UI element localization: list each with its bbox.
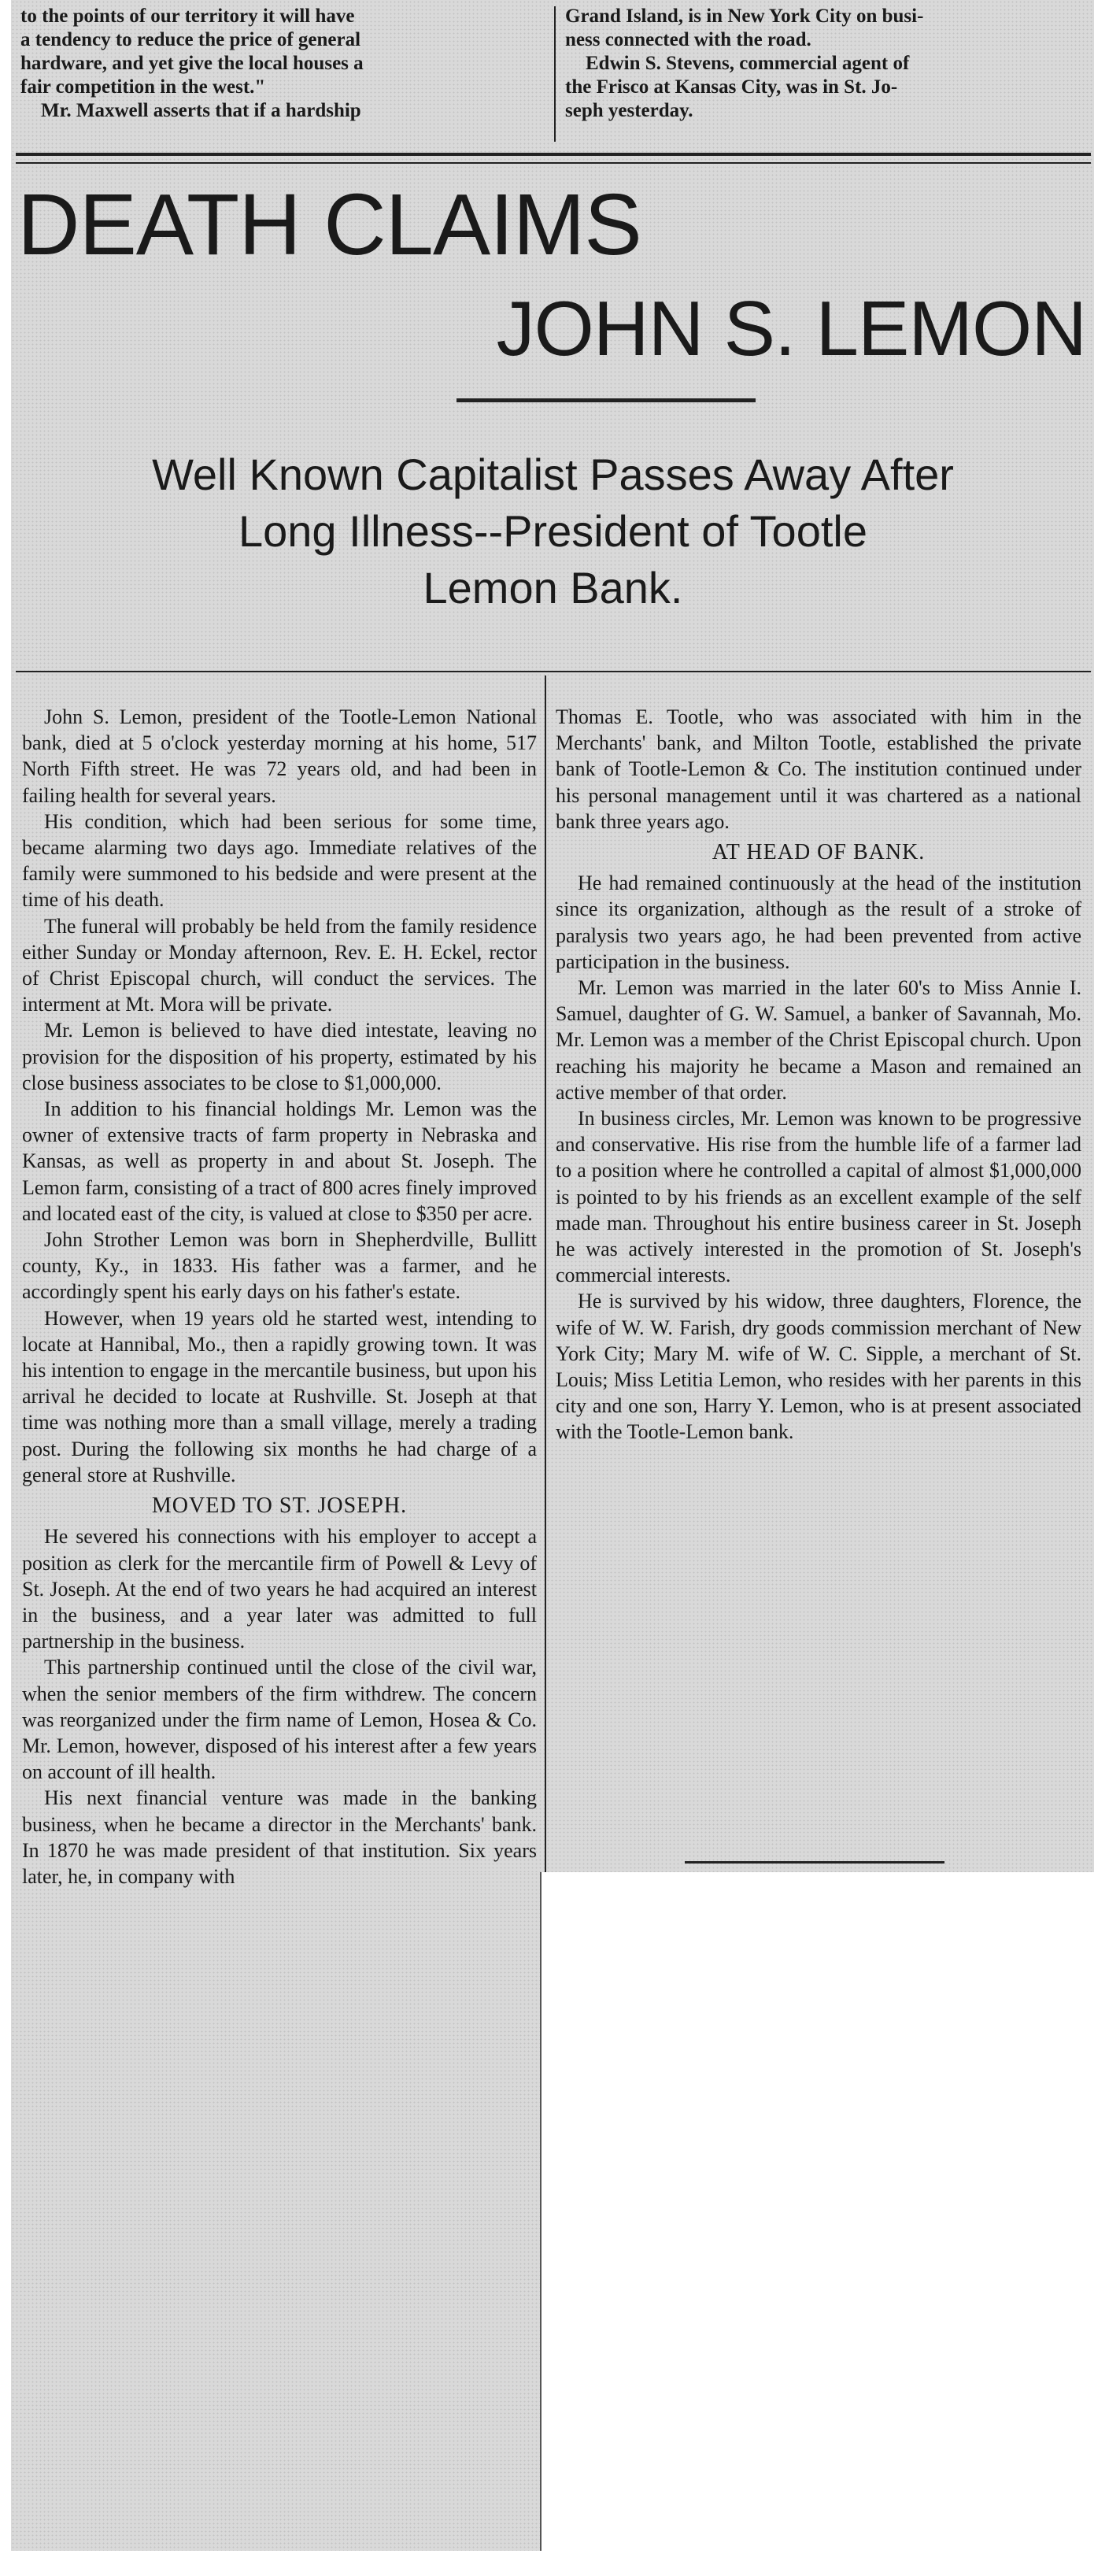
paragraph: John S. Lemon, president of the Tootle-Lemon National bank, died at 5 o'clock yesterday morning at his home, 517 North Fifth street. He was 72 years old, and had been in failing health for several years. [22,705,537,807]
paragraph: He had remained continuously at the head of the institution since its organization, although as the result of a stroke of paralysis two years ago, he had been prevented from active participation in the business. [556,872,1081,973]
fragment-line: seph yesterday. [565,100,693,121]
fragment-line: Mr. Maxwell asserts that if a hardship [41,100,361,121]
fragment-line: ness connected with the road. [565,29,811,50]
double-rule-bottom [16,162,1091,164]
right-column [556,704,1081,1445]
column-rule-body [545,675,546,1872]
left-column [22,704,537,1889]
end-rule [685,1861,944,1864]
deck-rule [16,671,1091,672]
deck-line-1: Well Known Capitalist Passes Away After [152,450,954,499]
paragraph: The funeral will probably be held from the family residence either Sunday or Monday afternoon, Rev. E. H. Eckel, rector of Christ Episcopal church, will conduct the services. The interment at Mt. Mora will be private. [22,914,537,1016]
deck-line-2: Long Illness--President of Tootle [238,506,867,556]
paragraph: He severed his connections with his employer to accept a position as clerk for the mercantile firm of Powell & Levy of St. Joseph. At the end of two years he had acquired an interest in the business, and a year later was admitted to full partnership in the business. [22,1525,537,1653]
paragraph: This partnership continued until the close of the civil war, when the senior members of the firm withdrew. The concern was reorganized under the firm name of Lemon, Hosea & Co. Mr. Lemon, however, disposed of his interest after a few years on account of ill health. [22,1656,537,1784]
fragment-line: fair competition in the west." [20,76,266,98]
paragraph: Thomas E. Tootle, who was associated with him in the Merchants' bank, and Milton Tootle, established the private bank of Tootle-Lemon & Co. The institution continued under his personal management until it was chartered as a national bank three years ago. [556,705,1081,833]
paragraph: However, when 19 years old he started west, intending to locate at Hannibal, Mo., then a rapidly growing town. It was his intention to engage in the mercantile business, but upon his arrival he decided to locate at Rushville. St. Joseph at that time was nothing more than a small village, merely a trading post. During the following six months he had charge of a general store at Rushville. [22,1306,537,1486]
headline-line-1: DEATH CLAIMS [17,176,641,273]
fragment-line: Grand Island, is in New York City on busi- [565,6,924,27]
paragraph: John Strother Lemon was born in Shepherdville, Bullitt county, Ky., in 1833. His father was a farmer, and he accordingly spent his early days on his father's estate. [22,1228,537,1304]
subhead: AT HEAD OF BANK. [712,840,926,865]
fragment-right [565,5,1086,123]
fragment-line: a tendency to reduce the price of general [20,29,361,50]
paragraph: He is survived by his widow, three daughters, Florence, the wife of W. W. Farish, dry goods commission merchant of New York City; Mary M. wife of W. C. Sipple, a merchant of St. Louis; Miss Letitia Lemon, who resides with her parents in this city and one son, Harry Y. Lemon, who is at present associated with the Tootle-Lemon bank. [556,1290,1081,1444]
paragraph: Mr. Lemon is believed to have died intestate, leaving no provision for the disposition of his property, estimated by his close business associates to be close to $1,000,000. [22,1019,537,1094]
double-rule-top [16,153,1091,156]
paragraph: In addition to his financial holdings Mr. Lemon was the owner of extensive tracts of farm property in Nebraska and Kansas, as well as property in and about St. Joseph. The Lemon farm, consisting of a tract of 800 acres finely improved and located east of the city, is valued at close to $350 per acre. [22,1097,537,1225]
paragraph: In business circles, Mr. Lemon was known to be progressive and conservative. His rise from the humble life of a farmer lad to a position where he controlled a capital of almost $1,000,000 is pointed to by his friends as an excellent example of the self made man. Throughout his entire business career in St. Joseph he was actively interested in the promotion of St. Joseph's commercial interests. [556,1107,1081,1287]
clipping-bottom [11,1872,542,2551]
fragment-line: hardware, and yet give the local houses a [20,53,364,74]
fragment-line: to the points of our territory it will have [20,6,355,27]
fragment-line: the Frisco at Kansas City, was in St. Jo- [565,76,898,98]
subhead: MOVED TO ST. JOSEPH. [151,1493,408,1519]
deck-line-3: Lemon Bank. [423,563,683,613]
fragment-left [20,5,542,123]
paragraph: His condition, which had been serious for some time, became alarming two days ago. Immediate relatives of the family were summoned to his bedside and were present at the time of his death. [22,809,537,912]
blank-area [551,1872,1120,2576]
paragraph: Mr. Lemon was married in the later 60's to Miss Annie I. Samuel, daughter of G. W. Samuel, a banker of Savannah, Mo. Mr. Lemon was a member of the Christ Episcopal church. Upon reaching his majority he became a Mason and remained an active member of that order. [556,976,1081,1104]
paragraph: His next financial venture was made in the banking business, when he became a director in the Merchants' bank. In 1870 he was made president of that institution. Six years later, he, in company with [22,1786,537,1888]
fragment-line: Edwin S. Stevens, commercial agent of [586,53,910,74]
headline-divider [457,398,756,402]
headline-line-2: JOHN S. LEMON [496,285,1086,372]
column-rule [554,6,556,142]
